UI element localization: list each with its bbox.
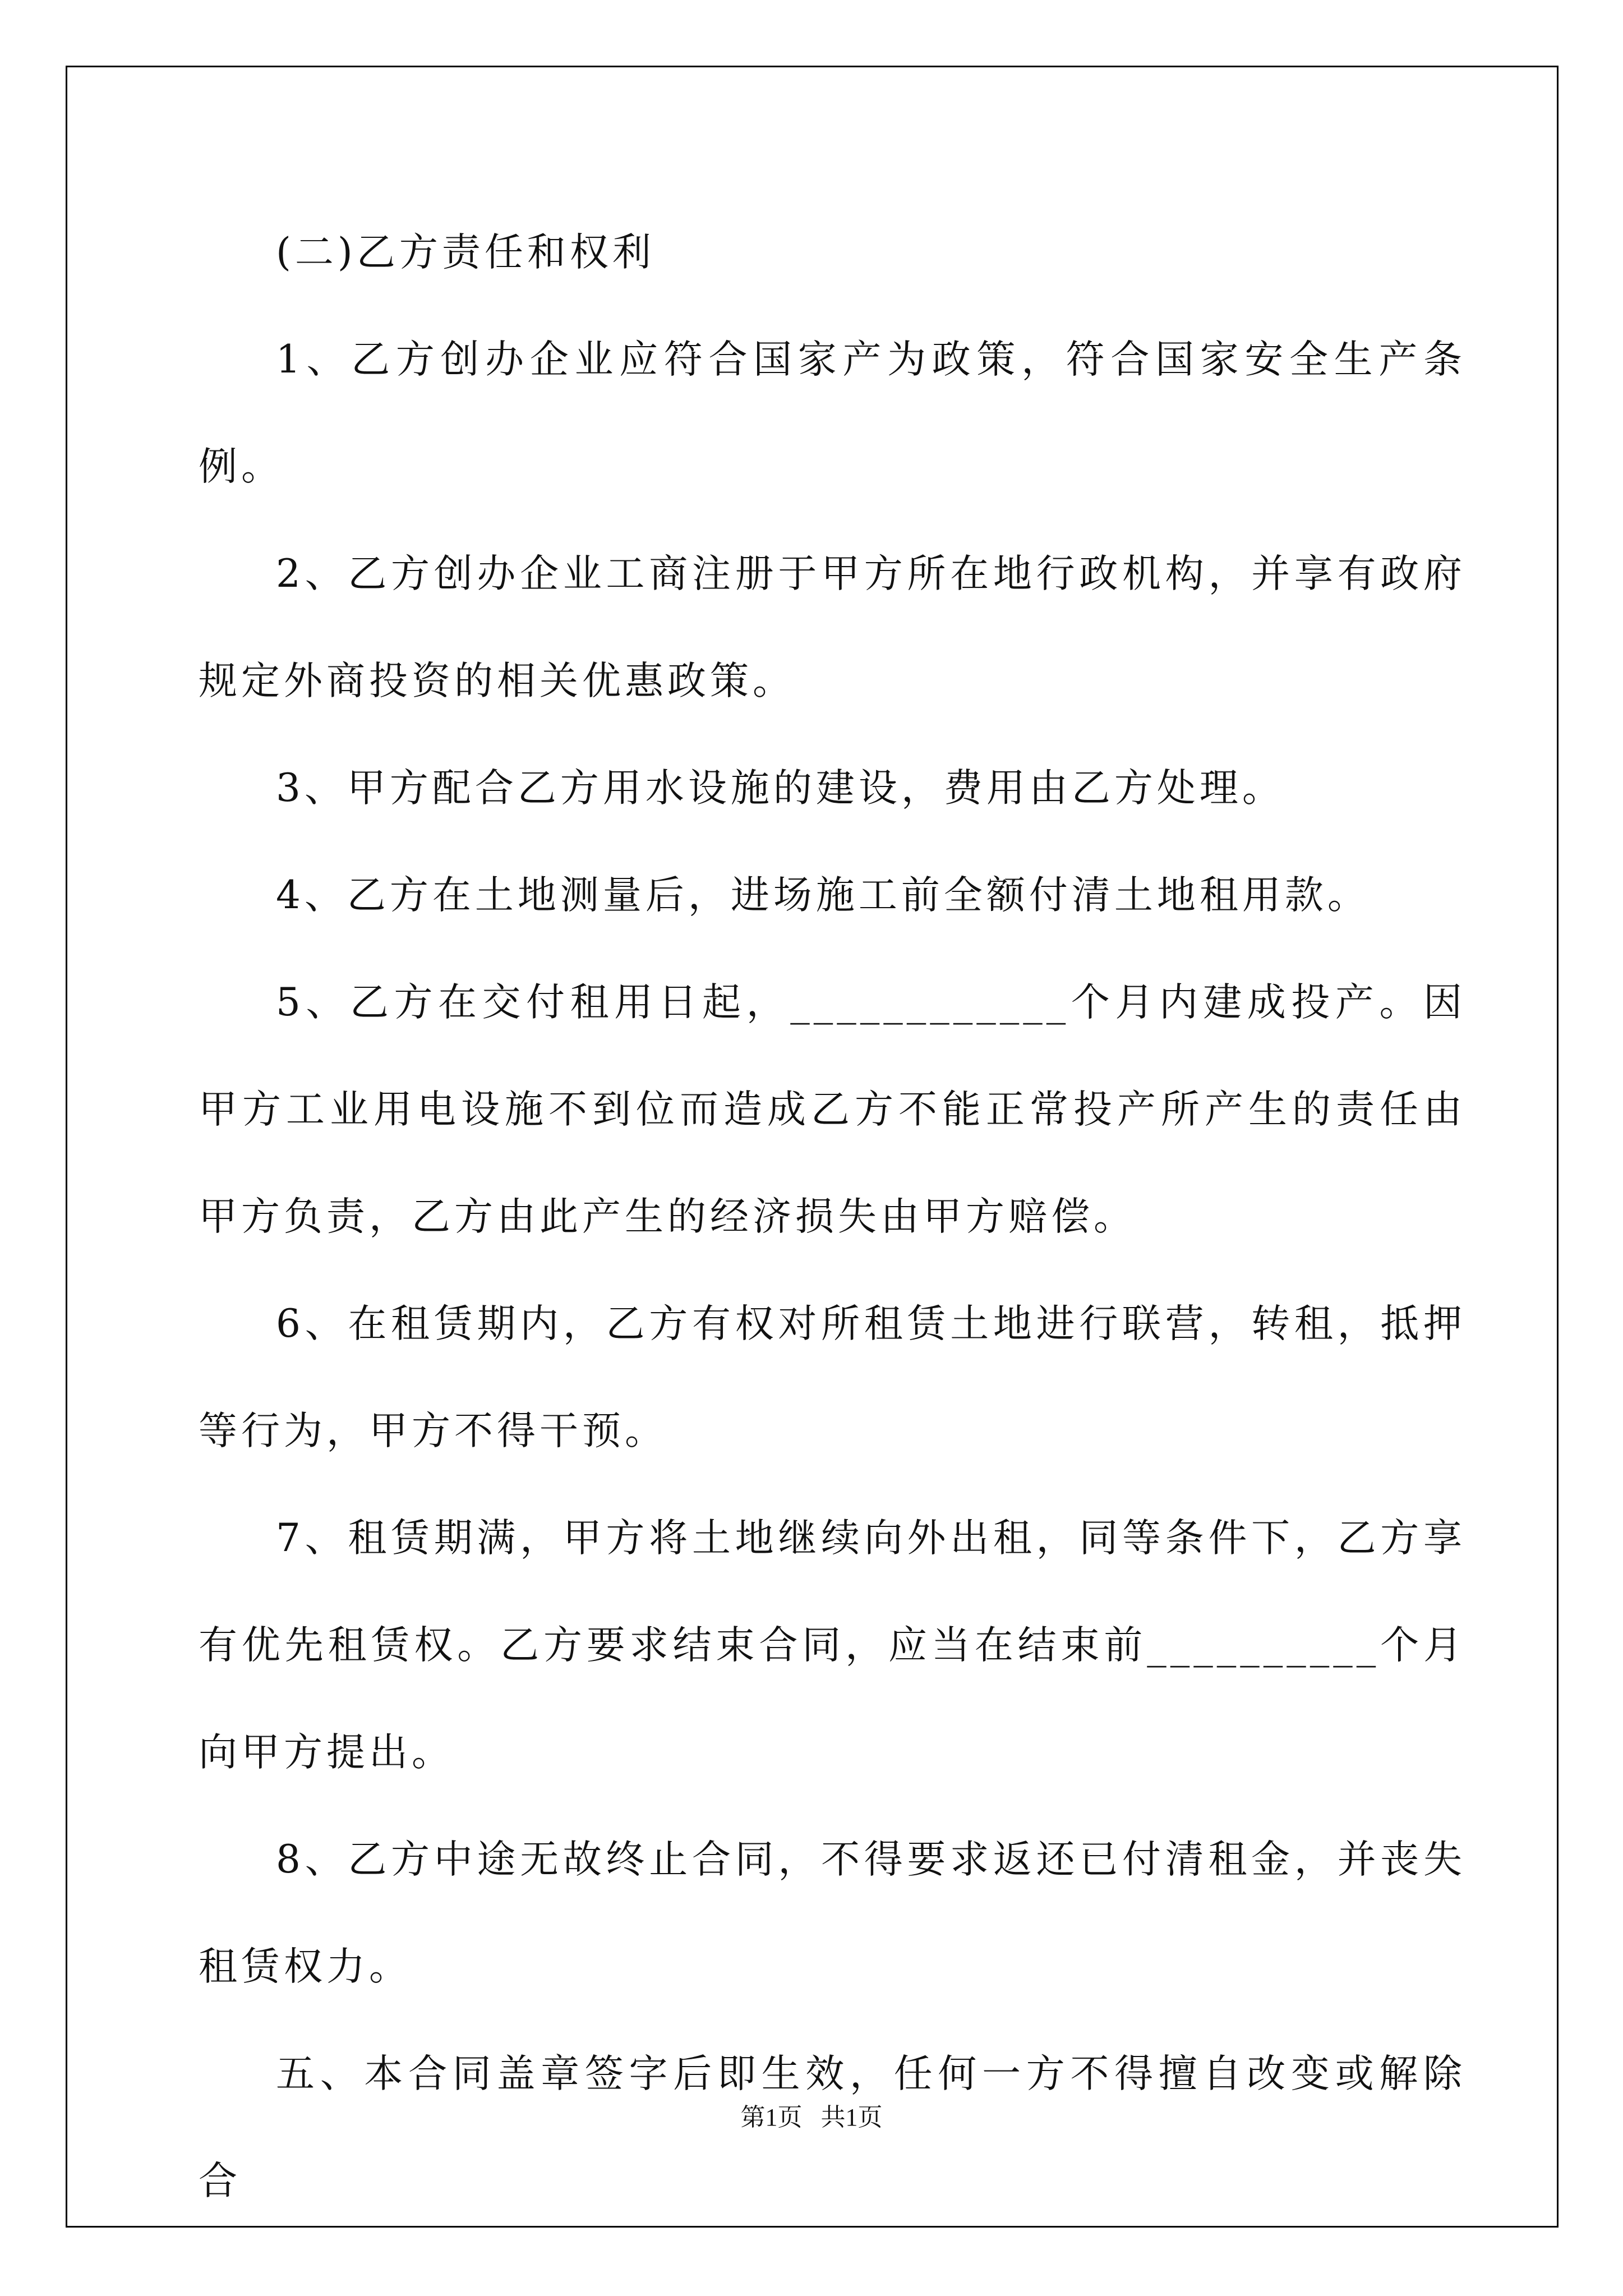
clause-7: 7、租赁期满，甲方将土地继续向外出租，同等条件下，乙方享有优先租赁权。乙方要求结束合同，应当在结束前__________个月向甲方提出。 bbox=[199, 1516, 1466, 1775]
clause-4: 4、乙方在土地测量后，进场施工前全额付清土地租用款。 bbox=[276, 873, 1370, 918]
section-heading-party-b: (二)乙方责任和权利 bbox=[276, 230, 655, 275]
clause-5: 5、乙方在交付租用日起，____________个月内建成投产。因甲方工业用电设施不到位而造成乙方不能正常投产所产生的责任由甲方负责，乙方由此产生的经济损失由甲方赔偿。 bbox=[199, 980, 1466, 1239]
clause-3: 3、甲方配合乙方用水设施的建设，费用由乙方处理。 bbox=[276, 766, 1285, 811]
page-number-footer: 第1页 共1页 bbox=[740, 2104, 883, 2131]
document-body bbox=[199, 199, 1466, 2235]
clause-1: 1、乙方创办企业应符合国家产为政策，符合国家安全生产条例。 bbox=[199, 337, 1466, 489]
article-5: 五、本合同盖章签字后即生效，任何一方不得擅自改变或解除合 bbox=[199, 2051, 1466, 2203]
clause-2: 2、乙方创办企业工商注册于甲方所在地行政机构，并享有政府规定外商投资的相关优惠政策。 bbox=[199, 551, 1466, 703]
clause-8: 8、乙方中途无故终止合同，不得要求返还已付清租金，并丧失租赁权力。 bbox=[199, 1837, 1466, 1989]
clause-6: 6、在租赁期内，乙方有权对所租赁土地进行联营，转租，抵押等行为，甲方不得干预。 bbox=[199, 1301, 1466, 1453]
